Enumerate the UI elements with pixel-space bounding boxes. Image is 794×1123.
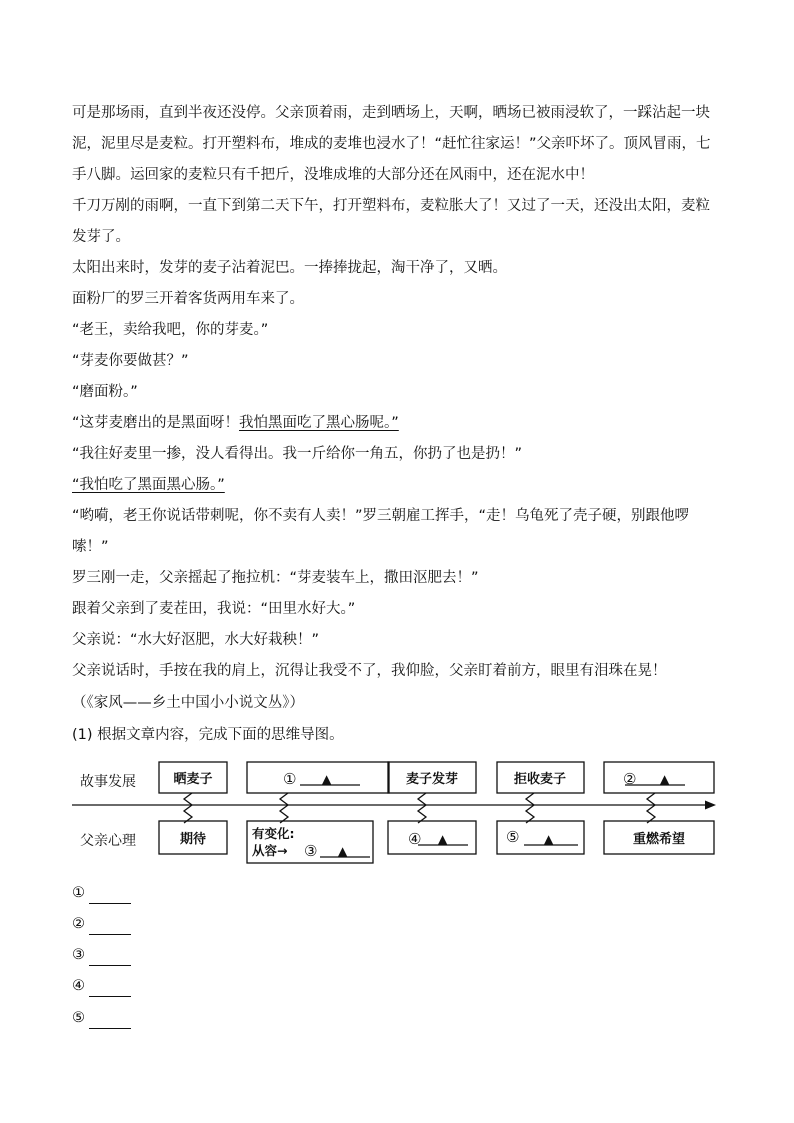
box-blank-4 [388, 821, 476, 854]
story-paragraph-1: 可是那场雨，直到半夜还没停。父亲顶着雨，走到晒场上，天啊，晒场已被雨浸软了，一踩沾起一块泥，泥里尽是麦粒。打开塑料布，堆成的麦堆也浸水了！“赶忙往家运！”父亲吓坏了。顶风冒雨，七手八脚。运回家的麦粒只有千把斤，没堆成堆的大部分还在风雨中，还在泥水中！ [72, 105, 711, 183]
triangle-4: ▲ [438, 832, 448, 846]
story-paragraph-14: 父亲说：“水大好沤肥，水大好栽秧！” [72, 632, 320, 648]
text-marker-5: ⑤ [506, 828, 520, 846]
underlined-sentence-2: “我怕吃了黑面黑心肠。” [72, 477, 225, 493]
story-paragraph-6: “芽麦你要做甚？” [72, 353, 189, 369]
text-expect: 期待 [179, 832, 207, 847]
triangle-1: ▲ [322, 772, 332, 786]
story-paragraph-10 [72, 470, 722, 501]
question-prompt: (1) 根据文章内容，完成下面的思维导图。 [72, 727, 344, 743]
story-paragraph-9: “我往好麦里一掺，没人看得出。我一斤给你一角五，你扔了也是扔！” [72, 446, 523, 462]
text-refuse-wheat: 拒收麦子 [513, 772, 567, 787]
answer-line-4 [72, 976, 131, 997]
answer-line-3 [72, 945, 131, 966]
answer-line-2 [72, 914, 131, 935]
answer-label-1: ① [72, 885, 85, 901]
story-paragraph-7: “磨面粉。” [72, 384, 138, 400]
story-paragraph-5: “老王，卖给我吧，你的芽麦。” [72, 322, 269, 338]
story-paragraph-12: 罗三刚一走，父亲摇起了拖拉机：“芽麦装车上，撒田沤肥去！” [72, 570, 479, 586]
row-label-story: 故事发展 [80, 774, 136, 790]
connector-3 [418, 793, 426, 823]
text-wheat-sprout: 麦子发芽 [405, 772, 459, 787]
triangle-2: ▲ [660, 772, 670, 786]
story-paragraph-4: 面粉厂的罗三开着客货两用车来了。 [72, 291, 304, 307]
text-marker-3: ③ [304, 842, 318, 860]
text-marker-4: ④ [408, 830, 422, 848]
answer-blank-1[interactable] [89, 883, 131, 904]
answer-label-4: ④ [72, 978, 85, 994]
mind-map [72, 755, 717, 867]
timeline-arrowhead [705, 801, 716, 810]
text-marker-2: ② [623, 770, 637, 788]
story-paragraph-11: “哟嗬，老王你说话带刺呢，你不卖有人卖！”罗三朝雇工挥手，“走！乌龟死了壳子硬，别跟他啰嗦！” [72, 508, 690, 555]
box-blank-2 [604, 762, 714, 793]
story-paragraph-8-start: “这芽麦磨出的是黑面呀！ [72, 415, 240, 431]
text-change: 有变化: [252, 826, 295, 841]
answer-label-3: ③ [72, 947, 85, 963]
connector-4 [526, 793, 534, 823]
underlined-sentence-1: 我怕黑面吃了黑心肠呢。” [239, 415, 399, 431]
story-paragraph-15: 父亲说话时，手按在我的肩上，沉得让我受不了，我仰脸，父亲盯着前方，眼里有泪珠在晃！ [72, 663, 667, 679]
answer-blank-2[interactable] [89, 914, 131, 935]
connector-5 [647, 793, 655, 823]
connector-1 [184, 793, 192, 823]
row-label-father: 父亲心理 [80, 833, 136, 849]
story-paragraph-2: 千刀万剐的雨啊，一直下到第二天下午，打开塑料布，麦粒胀大了！又过了一天，还没出太阳，麦粒发芽了。 [72, 198, 710, 245]
answer-blank-5[interactable] [89, 1008, 131, 1029]
source-citation: （《家风——乡土中国小小说文丛》） [72, 695, 304, 711]
text-marker-1: ① [283, 770, 297, 788]
answer-label-5: ⑤ [72, 1010, 85, 1026]
triangle-3: ▲ [338, 844, 348, 858]
text-dry-wheat: 晒麦子 [173, 772, 213, 787]
text-rekindle-hope: 重燃希望 [632, 832, 686, 847]
connector-2 [280, 793, 288, 823]
answer-label-2: ② [72, 916, 85, 932]
story-paragraph-8 [72, 408, 722, 439]
triangle-5: ▲ [544, 832, 554, 846]
story-paragraph-13: 跟着父亲到了麦茬田，我说：“田里水好大。” [72, 601, 356, 617]
answer-line-5 [72, 1008, 131, 1029]
box-blank-1 [247, 762, 389, 793]
text-calm: 从容→ [252, 843, 288, 858]
answer-line-1 [72, 883, 131, 904]
answer-blank-4[interactable] [89, 976, 131, 997]
answer-blank-3[interactable] [89, 945, 131, 966]
story-paragraph-3: 太阳出来时，发芽的麦子沾着泥巴。一捧捧拢起，淘干净了，又晒。 [72, 260, 507, 276]
